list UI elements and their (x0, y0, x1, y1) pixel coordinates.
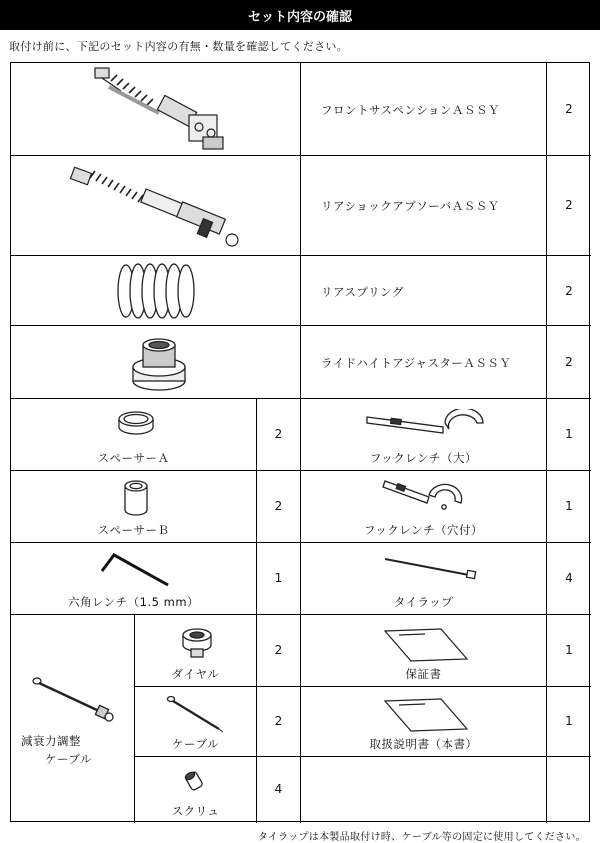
coil-spring-icon (106, 259, 206, 323)
item-quantity: 1 (565, 427, 573, 441)
rear-spring-image-cell (11, 256, 301, 326)
item-name: フックレンチ（大） (370, 451, 477, 465)
item-name: フロントサスペンションＡＳＳＹ (321, 103, 501, 117)
warranty-cell (301, 615, 547, 687)
tie-wrap-qty-cell (547, 543, 591, 615)
footnote: タイラップは本製品取付け時、ケーブル等の固定に使用してください。 (257, 832, 586, 843)
warranty-qty-cell (547, 615, 591, 687)
screw-qty-cell (257, 757, 301, 823)
item-quantity: 1 (565, 643, 573, 657)
adjust-cable-icon (29, 675, 115, 723)
spacer-tube-icon (119, 478, 153, 518)
section-title-bar (0, 0, 600, 30)
item-name: スペーサーＢ (97, 523, 170, 537)
hook-wrench-icon (363, 409, 493, 445)
item-quantity: 2 (274, 643, 283, 657)
section-title: セット内容の確認 (247, 9, 352, 25)
contents-table (10, 62, 590, 822)
damping-cable-group-cell (11, 615, 135, 823)
tie-wrap-cell (301, 543, 547, 615)
ride-height-adjuster-icon (129, 331, 189, 395)
item-name: ライドハイトアジャスターＡＳＳＹ (321, 356, 512, 370)
spacer-ring-icon (116, 409, 156, 437)
front-suspension-qty-cell (547, 63, 591, 156)
rear-shock-icon (66, 162, 246, 252)
hook-wrench-hole-cell (301, 471, 547, 543)
cable-icon (165, 695, 225, 735)
item-quantity: 2 (565, 355, 573, 369)
manual-sheet-icon (381, 697, 471, 733)
empty-qty-cell (547, 757, 591, 823)
item-name: 六角レンチ（1.5 mm） (67, 595, 200, 609)
item-name: リアショックアブソーバＡＳＳＹ (321, 199, 500, 213)
item-name: 減衰力調整 ケーブル (21, 734, 92, 766)
spacer-b-qty-cell (257, 471, 301, 543)
ride-height-name-cell (301, 326, 547, 399)
hex-wrench-icon (94, 549, 174, 589)
ride-height-qty-cell (547, 326, 591, 399)
manual-qty-cell (547, 687, 591, 757)
item-quantity: 1 (565, 499, 573, 513)
item-quantity: 2 (565, 284, 573, 298)
cable-cell (135, 687, 257, 757)
rear-shock-qty-cell (547, 156, 591, 256)
hook-wrench-hole-qty-cell (547, 471, 591, 543)
hex-wrench-qty-cell (257, 543, 301, 615)
item-name: ダイヤル (171, 667, 220, 681)
item-quantity: 2 (274, 714, 283, 728)
ride-height-image-cell (11, 326, 301, 399)
hook-wrench-large-cell (301, 399, 547, 471)
item-quantity: 2 (565, 102, 573, 116)
spacer-a-qty-cell (257, 399, 301, 471)
instruction-text: 取付け前に、下記のセット内容の有無・数量を確認してください。 (9, 40, 348, 53)
rear-shock-image-cell (11, 156, 301, 256)
rear-shock-name-cell (301, 156, 547, 256)
item-quantity: 4 (274, 782, 283, 796)
dial-cell (135, 615, 257, 687)
spacer-b-cell (11, 471, 257, 543)
item-quantity: 2 (274, 427, 283, 441)
empty-cell (301, 757, 547, 823)
item-quantity: 1 (565, 714, 573, 728)
item-name: 保証書 (405, 667, 442, 681)
rear-spring-qty-cell (547, 256, 591, 326)
dial-knob-icon (177, 625, 217, 659)
item-name: スペーサーＡ (97, 451, 170, 465)
hook-wrench-hole-icon (381, 477, 471, 515)
rear-spring-name-cell (301, 256, 547, 326)
front-suspension-icon (81, 65, 241, 153)
item-quantity: 1 (274, 571, 283, 585)
item-name: タイラップ (393, 595, 454, 609)
item-name: スクリュ (171, 804, 220, 818)
item-quantity: 2 (565, 198, 573, 212)
item-quantity: 4 (565, 571, 573, 585)
front-suspension-name-cell (301, 63, 547, 156)
item-name: ケーブル (172, 737, 219, 751)
manual-cell (301, 687, 547, 757)
item-name: フックレンチ（穴付） (364, 523, 483, 537)
item-quantity: 2 (274, 499, 283, 513)
item-name: 取扱説明書（本書） (369, 737, 478, 751)
cable-qty-cell (257, 687, 301, 757)
dial-qty-cell (257, 615, 301, 687)
document-sheet-icon (381, 627, 471, 663)
hex-wrench-cell (11, 543, 257, 615)
hook-wrench-large-qty-cell (547, 399, 591, 471)
tie-wrap-icon (381, 555, 481, 581)
screw-cell (135, 757, 257, 823)
screw-icon (183, 769, 209, 795)
front-suspension-image-cell (11, 63, 301, 156)
spacer-a-cell (11, 399, 257, 471)
item-name: リアスプリング (321, 285, 404, 299)
